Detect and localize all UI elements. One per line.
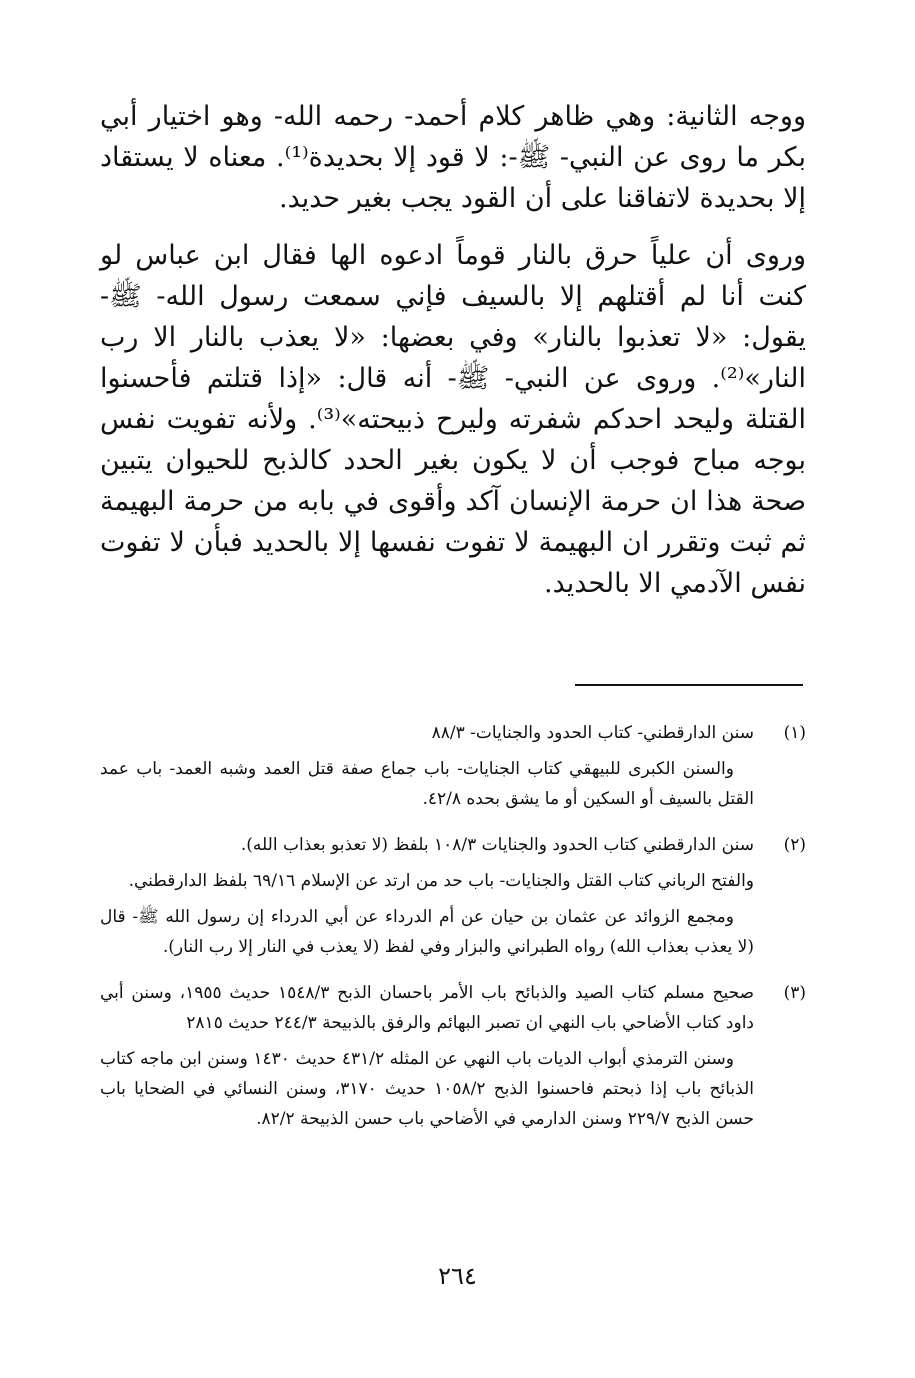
main-text [100, 96, 806, 620]
footnote-line: ومجمع الزوائد عن عثمان بن حيان عن أم الدرداء عن أبي الدرداء إن رسول الله ﷺ- قال (لا يعذب بعذاب الله) رواه الطبراني والبزار وفي لفظ (لا يعذب في النار إلا رب النار). [100, 907, 754, 957]
body-paragraph: وروى أن علياً حرق بالنار قوماً ادعوه الها فقال ابن عباس لو كنت أنا لم أقتلهم إلا بالسيف فإني سمعت رسول الله- ﷺ- يقول: «لا تعذبوا بالنار» وفي بعضها: «لا يعذب بالنار الا رب النار»⁽²⁾. وروى عن النبي- ﷺ- أنه قال: «إذا قتلتم فأحسنوا القتلة وليحد احدكم شفرته وليرح ذبيحته»⁽³⁾. ولأنه تفويت نفس بوجه مباح فوجب أن لا يكون بغير الحدد كالذبح للحيوان يتبين صحة هذا ان حرمة الإنسان آكد وأقوى في بابه من حرمة البهيمة ثم ثبت وتقرر ان البهيمة لا تفوت نفسها إلا بالحديد فبأن لا تفوت نفس الآدمي الا بالحديد. [100, 240, 806, 599]
footnote-line: صحيح مسلم كتاب الصيد والذبائح باب الأمر باحسان الذبح ١٥٤٨/٣ حديث ١٩٥٥، وسنن أبي داود كتاب الأضاحي باب النهي ان تصبر البهائم والرفق بالذبيحة ٢٤٤/٣ حديث ٢٨١٥ [100, 983, 755, 1033]
footnote-separator [575, 684, 803, 686]
footnote-number: (١) [783, 723, 806, 743]
footnote [100, 978, 806, 1140]
body-paragraph: ووجه الثانية: وهي ظاهر كلام أحمد- رحمه الله- وهو اختيار أبي بكر ما روى عن النبي- ﷺ-: لا قود إلا بحديدة⁽¹⁾. معناه لا يستقاد إلا بحديدة لاتفاقنا على أن القود يجب بغير حديد. [100, 101, 806, 214]
footnote-number: (٣) [783, 983, 806, 1003]
footnote-line: والفتح الرباني كتاب القتل والجنايات- باب حد من ارتد عن الإسلام ٦٩/١٦ بلفظ الدارقطني. [128, 871, 754, 891]
page-number: ٢٦٤ [438, 1262, 477, 1290]
footnote [100, 718, 806, 820]
footnote-body [100, 978, 754, 1140]
footnote-line: والسنن الكبرى للبيهقي كتاب الجنايات- باب جماع صفة قتل العمد وشبه العمد- باب عمد القتل بالسيف أو السكين أو ما يشق بحده ٤٢/٨. [100, 759, 754, 809]
footnote-line: وسنن الترمذي أبواب الديات باب النهي عن المثله ٤٣١/٢ حديث ١٤٣٠ وسنن ابن ماجه كتاب الذبائح باب إذا ذبحتم فاحسنوا الذبح ١٠٥٨/٢ حديث ٣١٧٠، وسنن النسائي في الضحايا باب حسن الذبح ٢٢٩/٧ وسنن الدارمي في الأضاحي باب حسن الذبيحة ٨٢/٢. [100, 1049, 754, 1129]
footnote-body [100, 830, 754, 968]
footnote [100, 830, 806, 968]
footnote-body [100, 718, 754, 820]
footnote-line: سنن الدارقطني كتاب الحدود والجنايات ١٠٨/٣ بلفظ (لا تعذبو بعذاب الله). [240, 835, 754, 855]
footnote-number: (٢) [783, 835, 806, 855]
footnotes [100, 718, 806, 1150]
footnote-line: سنن الدارقطني- كتاب الحدود والجنايات- ٨٨/٣ [431, 723, 754, 743]
